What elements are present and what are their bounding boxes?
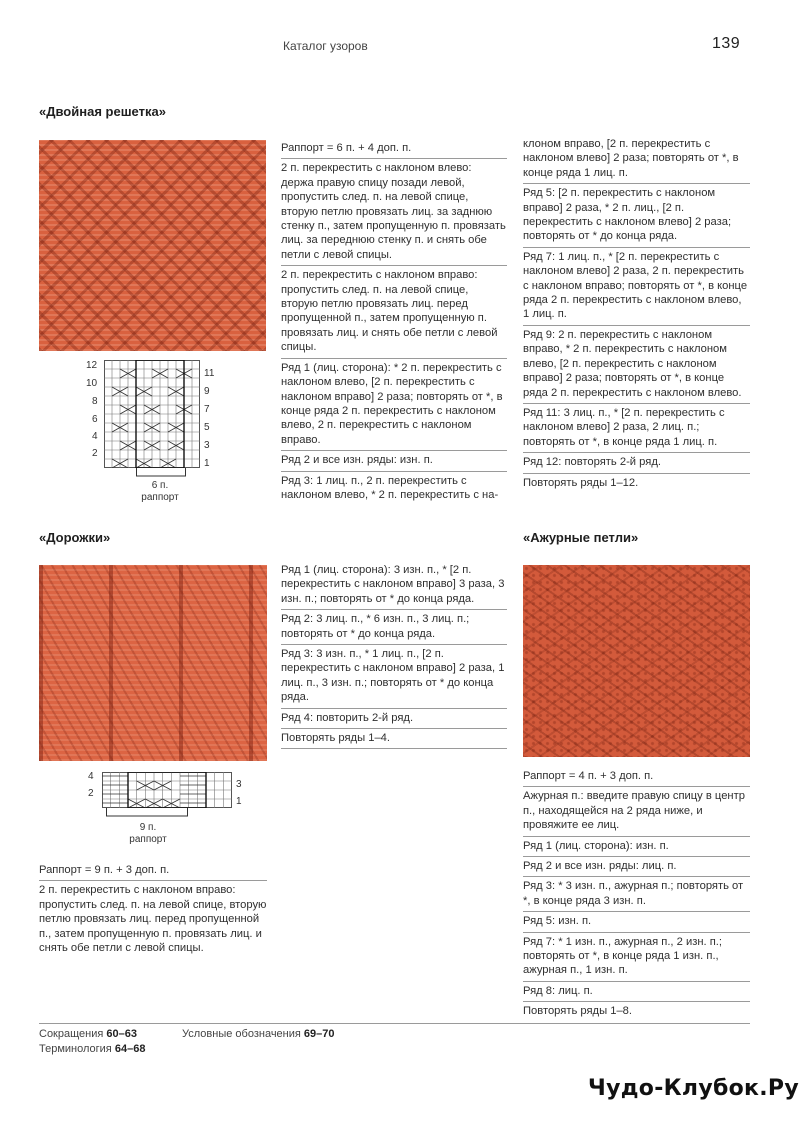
chart-row-number: 12 xyxy=(86,360,98,371)
swatch-photo-double-lattice xyxy=(39,140,266,351)
chart-grid xyxy=(102,772,232,808)
instruction-line: Ажурная п.: введите правую спицу в центр п., находящейся на 2 ряда ниже, и провяжите ее лиц. xyxy=(523,787,750,836)
footer-pages: 60–63 xyxy=(106,1028,137,1040)
stitch-chart-double-lattice xyxy=(80,358,230,508)
chart-row-number: 10 xyxy=(86,378,98,389)
footer-label: Условные обозначения xyxy=(182,1028,301,1040)
instruction-line: 2 п. перекрестить с наклоном влево: держа правую спицу позади левой, пропустить след. п. на левой спице, вторую петлю провязать лиц. за заднюю стенку п., затем пропущенную п. провязать лиц. за переднюю стенку п. и снять обе петли с левой спицы. xyxy=(281,159,507,266)
instruction-line: Ряд 1 (лиц. сторона): 3 изн. п., * [2 п. перекрестить с наклоном вправо] 3 раза, 3 изн. п.; повторять от * до конца ряда. xyxy=(281,561,507,610)
notes-paths xyxy=(39,861,267,958)
instruction-line: 2 п. перекрестить с наклоном вправо: пропустить след. п. на левой спице, вторую петлю провязать лиц. перед пропущенной п., затем пропущенную п. провязать лиц. и снять обе петли с левой спицы. xyxy=(281,266,507,358)
chart-row-number: 4 xyxy=(92,431,98,442)
instruction-line: Ряд 4: повторить 2-й ряд. xyxy=(281,709,507,729)
chart-row-number: 3 xyxy=(204,440,210,451)
running-title: Каталог узоров xyxy=(283,39,368,53)
instruction-line: Ряд 7: 1 лиц. п., * [2 п. перекрестить с наклоном влево] 2 раза, 2 п. перекрестить с наклоном вправо; повторять от *, в конце ряда 2 п. перекрестить с наклоном влево, 1 лиц. п. xyxy=(523,248,750,326)
instructions-openwork-loops xyxy=(523,767,750,1022)
pattern-title-openwork-loops: «Ажурные петли» xyxy=(523,530,639,545)
swatch-photo-paths xyxy=(39,565,267,761)
instructions-column-1 xyxy=(281,139,507,505)
instruction-line: Ряд 1 (лиц. сторона): * 2 п. перекрестить с наклоном влево, [2 п. перекрестить с наклоном вправо] 2 раза; повторять от *, в конце ряда 2 п. перекрестить с наклоном влево, 2 п. перекрестить с наклоном вправо. xyxy=(281,359,507,451)
footer-divider xyxy=(39,1023,750,1024)
stitch-chart-paths xyxy=(80,770,250,850)
instruction-line: Ряд 7: * 1 изн. п., ажурная п., 2 изн. п.; повторять от *, в конце ряда 1 изн. п., ажурная п., 1 изн. п. xyxy=(523,933,750,982)
chart-row-number: 1 xyxy=(204,458,210,469)
chart-row-number: 11 xyxy=(204,368,215,379)
instruction-line: Ряд 2 и все изн. ряды: изн. п. xyxy=(281,451,507,471)
instruction-line: Повторять ряды 1–4. xyxy=(281,729,507,749)
chart-row-number: 2 xyxy=(92,448,98,459)
chart-row-number: 8 xyxy=(92,396,98,407)
page-number: 139 xyxy=(712,35,741,52)
instruction-line: Ряд 3: * 3 изн. п., ажурная п.; повторять от *, в конце ряда 3 изн. п. xyxy=(523,877,750,912)
repeat-count: 9 п. xyxy=(139,822,157,833)
footer-label: Сокращения xyxy=(39,1028,104,1040)
instruction-line: Раппорт = 6 п. + 4 доп. п. xyxy=(281,139,507,159)
footer-label: Терминология xyxy=(39,1043,112,1055)
instruction-line: Ряд 12: повторять 2-й ряд. xyxy=(523,453,750,473)
footer-abbreviations-link[interactable] xyxy=(39,1028,137,1040)
instruction-line: Ряд 1 (лиц. сторона): изн. п. xyxy=(523,837,750,857)
instruction-line: Ряд 9: 2 п. перекрестить с наклоном вправо, * 2 п. перекрестить с наклоном влево, [2 п. перекрестить с наклоном вправо] 2 раза; повторять от *, в конце ряда 2 п. перекрестить с наклоном влево. xyxy=(523,326,750,404)
instruction-line: клоном вправо, [2 п. перекрестить с наклоном влево] 2 раза; повторять от *, в конце ряда 1 лиц. п. xyxy=(523,135,750,184)
instruction-line: Раппорт = 9 п. + 3 доп. п. xyxy=(39,861,267,881)
instruction-line: Ряд 5: изн. п. xyxy=(523,912,750,932)
repeat-bracket xyxy=(106,808,188,820)
instruction-line: Ряд 2 и все изн. ряды: лиц. п. xyxy=(523,857,750,877)
instruction-line: Ряд 3: 1 лиц. п., 2 п. перекрестить с наклоном влево, * 2 п. перекрестить с на- xyxy=(281,474,499,501)
instruction-line: Ряд 8: лиц. п. xyxy=(523,982,750,1002)
instructions-paths xyxy=(281,561,507,749)
footer-pages: 64–68 xyxy=(114,1043,146,1055)
chart-row-number: 6 xyxy=(92,414,98,425)
instruction-line: Ряд 11: 3 лиц. п., * [2 п. перекрестить с наклоном влево] 2 раза, 2 лиц. п.; повторять от *, в конце ряда 1 лиц. п. xyxy=(523,404,750,453)
chart-row-number: 5 xyxy=(204,422,210,433)
instructions-column-2 xyxy=(523,135,750,493)
chart-row-number: 9 xyxy=(204,386,210,397)
instruction-line: Повторять ряды 1–12. xyxy=(523,476,639,489)
pattern-title-double-lattice: «Двойная решетка» xyxy=(39,104,166,119)
repeat-bracket xyxy=(136,468,186,480)
site-watermark: Чудо-Клубок.Ру xyxy=(588,1076,799,1101)
chart-grid xyxy=(104,360,200,468)
instruction-line: Повторять ряды 1–8. xyxy=(523,1005,633,1018)
swatch-photo-openwork-loops xyxy=(523,565,750,757)
chart-row-number: 3 xyxy=(236,779,242,790)
repeat-label: раппорт xyxy=(129,834,167,845)
footer-symbols-link[interactable] xyxy=(182,1028,335,1040)
chart-row-number: 4 xyxy=(88,771,94,782)
pattern-title-paths: «Дорожки» xyxy=(39,530,111,545)
chart-row-number: 7 xyxy=(204,404,210,415)
instruction-line: Раппорт = 4 п. + 3 доп. п. xyxy=(523,767,750,787)
instruction-line: Ряд 2: 3 лиц. п., * 6 изн. п., 3 лиц. п.; повторять от * до конца ряда. xyxy=(281,610,507,645)
instruction-line: Ряд 5: [2 п. перекрестить с наклоном вправо] 2 раза, * 2 п. лиц., [2 п. перекрестить с наклоном влево] 2 раза; повторять от * до конца ряда. xyxy=(523,184,750,248)
chart-row-number: 2 xyxy=(88,788,94,799)
repeat-label: раппорт xyxy=(141,492,179,503)
instruction-line: Ряд 3: 3 изн. п., * 1 лиц. п., [2 п. перекрестить с наклоном вправо] 2 раза, 1 лиц. п., 3 изн. п.; повторять от * до конца ряда. xyxy=(281,645,507,709)
footer-terminology-link[interactable] xyxy=(39,1043,145,1055)
chart-row-number: 1 xyxy=(236,796,242,807)
footer-pages: 69–70 xyxy=(303,1028,335,1040)
instruction-line: 2 п. перекрестить с наклоном вправо: пропустить след. п. на левой спице, вторую петлю провязать лиц. перед пропущенной п., затем пропущенную п. провязать лиц. и снять обе петли с левой спицы. xyxy=(39,884,267,955)
repeat-count: 6 п. xyxy=(151,480,169,491)
